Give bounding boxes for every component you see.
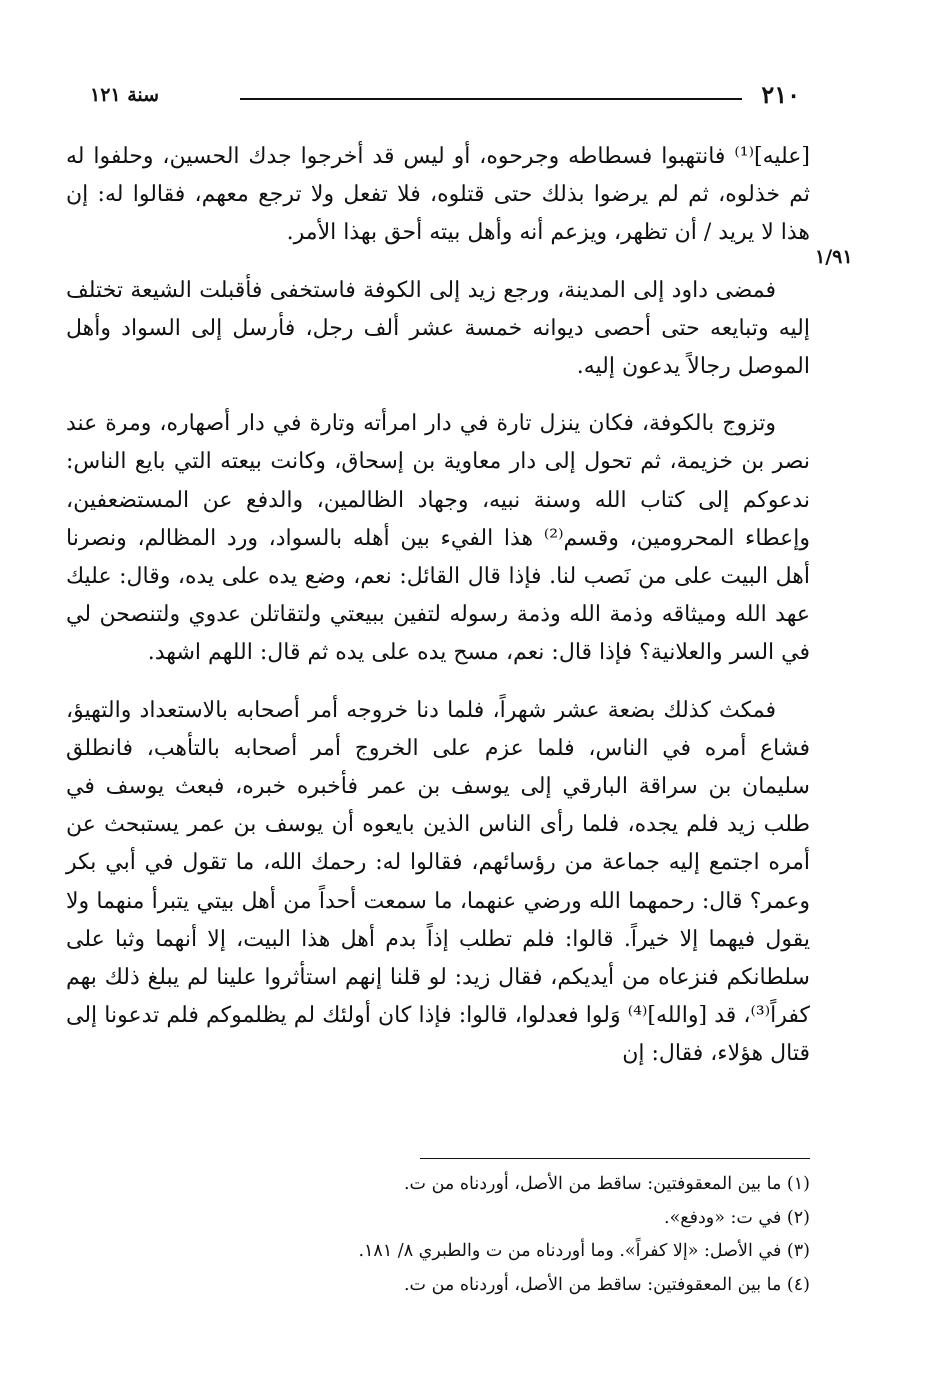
paragraph: فمضى داود إلى المدينة، ورجع زيد إلى الكوفة فاستخفى فأقبلت الشيعة تختلف إليه وتبايعه حتى أحصى ديوانه خمسة عشر ألف رجل، فأرسل إلى السواد وأهل الموصل رجالاً يدعون إليه. <box>66 277 810 380</box>
footnote: (١) ما بين المعقوفتين: ساقط من الأصل، أوردناه من ت. <box>403 1174 810 1194</box>
main-text <box>66 138 810 1093</box>
footnotes <box>66 1168 810 1302</box>
running-head-year: سنة ١٢١ <box>90 84 160 106</box>
footnote: (٣) في الأصل: «إلا كفراً». وما أوردناه من ت والطبري ٨/ ١٨١. <box>358 1241 810 1261</box>
footnote-separator <box>420 1158 810 1159</box>
footnote: (٤) ما بين المعقوفتين: ساقط من الأصل، أوردناه من ت. <box>403 1274 810 1295</box>
paragraph: [عليه]⁽¹⁾ فانتهبوا فسطاطه وجرحوه، أو ليس قد أخرجوا جدك الحسين، وحلفوا له ثم خذلوه، ثم لم يرضوا بذلك حتى قتلوه، فلا تفعل ولا ترجع معهم، فقالوا له: إن هذا لا يريد / أن تظهر، ويزعم أنه وأهل بيته أحق بهذا الأمر. <box>66 144 810 246</box>
page-number: ٢١٠ <box>761 80 800 109</box>
paragraph: فمكث كذلك بضعة عشر شهراً، فلما دنا خروجه أمر أصحابه بالاستعداد والتهيؤ، فشاع أمره في الناس، فلما عزم على الخروج أمر أصحابه بالتأهب، فانطلق سليمان بن سراقة البارقي إلى يوسف بن عمر فأخبره خبره، فبعث يوسف في طلب زيد فلم يجده، فلما رأى الناس الذين بايعوه أن يوسف بن عمر يستبحث عن أمره اجتمع إليه جماعة من رؤسائهم، فقالوا له: رحمك الله، ما تقول في أبي بكر وعمر؟ قال: رحمهما الله ورضي عنهما، ما سمعت أحداً من أهل بيتي يتبرأ منهما ولا يقول فيهما إلا خيراً. قالوا: فلم تطلب إذاً بدم أهل هذا البيت، إلا أنهما وثبا على سلطانكم فنزعاه من أيديكم، فقال زيد: لو قلنا إنهم استأثروا علينا لم يبلغ ذلك بهم كفراً⁽³⁾، قد [والله]⁽⁴⁾ وَلوا فعدلوا، قالوا: فإذا كان أولئك لم يظلموكم فلم تدعونا إلى قتال هؤلاء، فقال: إن <box>66 697 810 1067</box>
paragraph: وتزوج بالكوفة، فكان ينزل تارة في دار امرأته وتارة في دار أصهاره، ومرة عند نصر بن خزيمة، ثم تحول إلى دار معاوية بن إسحاق، وكانت بيعته التي بايع الناس: ندعوكم إلى كتاب الله وسنة نبيه، وجهاد الظالمين، والدفع عن المستضعفين، وإعطاء المحرومين، وقسم⁽²⁾ هذا الفيء بين أهله بالسواد، ورد المظالم، ونصرنا أهل البيت على من نَصب لنا. فإذا قال القائل: نعم، وضع يده على يده، وقال: عليك عهد الله وميثاقه وذمة الله وذمة رسوله لتفين ببيعتي ولتقاتلن عدوي ولتنصحن لي في السر والعلانية؟ فإذا قال: نعم، مسح يده على يده ثم قال: اللهم اشهد. <box>66 411 810 666</box>
margin-folio-note: ١/٩١ <box>815 246 853 268</box>
header-rule <box>240 98 742 100</box>
footnote: (٢) في ت: «ودفع». <box>664 1207 810 1228</box>
page-header <box>90 80 810 120</box>
